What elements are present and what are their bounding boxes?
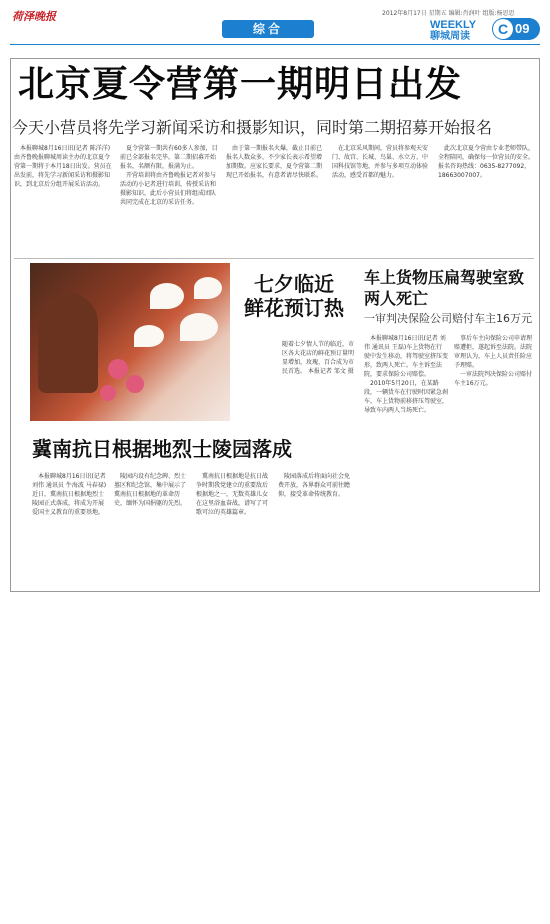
design-credit: 组版:杨思思 [482, 10, 515, 17]
editor-credit: 编辑:肖润叶 [448, 10, 481, 17]
lead-paragraph: 由于第一期报名火爆，截止目前已报名人数众多，不少家长表示希望增加期数。应家长要求，夏令营第二期现已开始报名，有意者请尽快联系。 [226, 145, 323, 179]
memorial-column-1 [32, 472, 108, 582]
truck-paragraph: 2010年5月20日，在某路段，一辆货车在行驶时因紧急刹车，车上货物前移挤压驾驶室，导致车内两人当场死亡。 [364, 380, 448, 414]
issue-weekday: 星期五 [428, 10, 447, 17]
photo-rose [108, 359, 128, 379]
lead-column-1 [14, 144, 114, 254]
truck-paragraph: 事后车主向保险公司申请理赔遭拒，遂起诉至法院。法院审理认为，车上人员责任险应予理赔。 [454, 335, 533, 369]
page-badge [492, 18, 540, 40]
truck-column-2 [454, 334, 536, 584]
page-number: 09 [515, 21, 530, 36]
memorial-paragraph: 本报聊城8月16日讯(记者 刘伟 通讯员 牛海波 马春禄)近日，冀南抗日根据地烈士陵园正式落成，将成为开展爱国主义教育的重要基地。 [32, 473, 107, 516]
qixi-headline [234, 272, 354, 320]
photo-lily [134, 325, 164, 347]
memorial-paragraph: 陵园落成后将面向社会免费开放，各界群众可前往瞻仰，接受革命传统教育。 [278, 473, 351, 498]
truck-headline: 车上货物压扁驾驶室致两人死亡 [364, 268, 525, 308]
lead-headline: 北京夏令营第一期明日出发 [18, 64, 463, 105]
truck-subheadline: 一审判决保险公司赔付车主16万元 [364, 312, 532, 325]
lead-paragraph: 开营培训将由齐鲁晚报记者对参与活动的小记者进行培训，传授采访和摄影知识，此后小营员们将组成团队共同完成在北京的采访任务。 [120, 172, 217, 206]
truck-paragraph: 一审法院判决保险公司赔付车主16万元。 [454, 371, 533, 387]
brand-mark [430, 20, 476, 42]
lead-paragraph: 夏令营第一期共有60多人参加，目前已全部报名完毕。第二期招募开始报名，名额有限，报满为止。 [120, 145, 218, 170]
flower-shop-photo [30, 263, 230, 421]
brand-cn: 聊城周读 [430, 31, 470, 42]
lead-paragraph: 本报聊城8月16日讯(记者 陈洋洋) 由齐鲁晚报聊城周读主办的北京夏令营第一期将于本月18日出发。营员在出发前，将先学习新闻采访和摄影知识，到北京后分组开展采访活动。 [14, 145, 112, 188]
masthead-rule [10, 44, 540, 45]
lead-column-3 [226, 144, 326, 254]
qixi-caption: 随着七夕情人节的临近，市区各大花店的鲜花预订量明显增加，玫瑰、百合成为市民首选。 本报记者 邹文 摄 [282, 341, 355, 375]
photo-person [38, 293, 98, 393]
lead-subheadline: 今天小营员将先学习新闻采访和摄影知识，同时第二期招募开始报名 [12, 118, 493, 137]
section-divider [14, 258, 534, 259]
memorial-column-4 [278, 472, 354, 582]
memorial-headline: 冀南抗日根据地烈士陵园落成 [32, 437, 292, 461]
photo-lily [180, 313, 218, 341]
section-label: 综合 [222, 20, 314, 38]
photo-rose [100, 385, 116, 401]
masthead [10, 6, 540, 48]
lead-column-4 [332, 144, 432, 254]
newspaper-logo: 荷泽晚报 [12, 10, 56, 23]
brand-en: WEEKLY [430, 19, 477, 31]
memorial-paragraph: 冀南抗日根据地是抗日战争时期我党建立的重要敌后根据地之一，无数英雄儿女在这里浴血奋战，谱写了可歌可泣的英雄篇章。 [196, 473, 269, 516]
memorial-paragraph: 陵园内设有纪念碑、烈士墓区和纪念馆，集中展示了冀南抗日根据地的革命历史，缅怀为国捐躯的先烈。 [114, 473, 187, 507]
lead-column-2 [120, 144, 220, 254]
photo-lily [194, 277, 222, 299]
issue-date: 2012年8月17日 [382, 10, 427, 17]
photo-lily [150, 283, 184, 309]
qixi-headline-line1: 七夕临近 [254, 272, 334, 296]
photo-rose [126, 375, 144, 393]
truck-paragraph: 本报聊城8月16日讯(记者 刘伟 通讯员 王磊)车上货物在行驶中发生移动，将驾驶室挤压变形，致两人死亡。车主诉至法院，要求保险公司赔偿。 [364, 335, 448, 378]
page-letter: C [493, 19, 513, 39]
memorial-column-3 [196, 472, 272, 582]
memorial-column-2 [114, 472, 190, 582]
lead-paragraph: 此次北京夏令营由专业老师带队，全程陪同，确保每一位营员的安全。报名咨询热线：0635-8277092，18663007007。 [438, 145, 534, 179]
dateline [382, 8, 515, 17]
lead-paragraph: 在北京采风期间，营员将参观天安门、故宫、长城、鸟巢、水立方、中国科技馆等地，并参与多项互动体验活动，感受首都的魅力。 [332, 145, 429, 179]
qixi-headline-line2: 鲜花预订热 [244, 296, 344, 320]
lead-column-5 [438, 144, 534, 254]
truck-column-1 [364, 334, 448, 584]
